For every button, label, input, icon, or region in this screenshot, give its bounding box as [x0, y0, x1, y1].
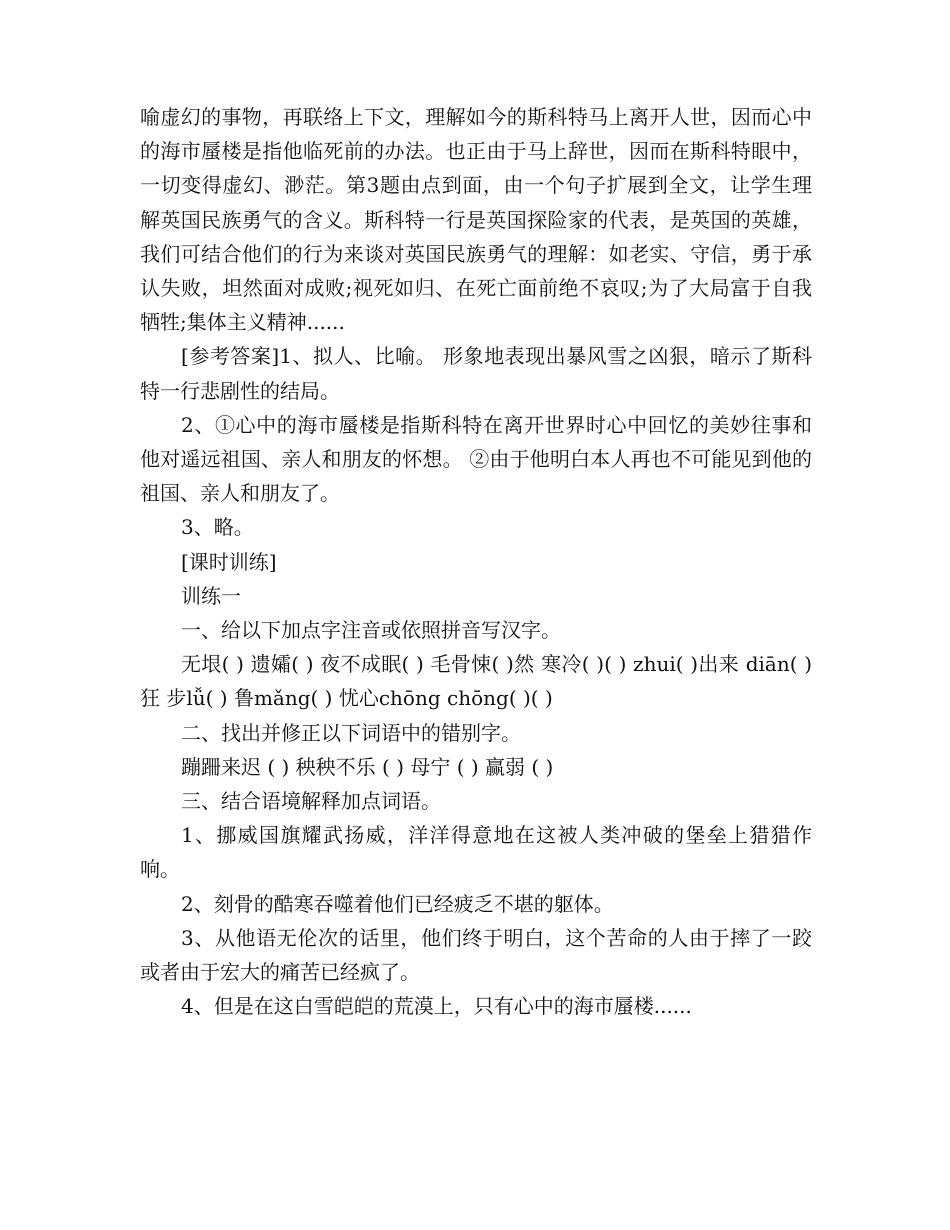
answer-2-paragraph: 2、①心中的海市蜃楼是指斯科特在离开世界时心中回忆的美妙往事和他对遥远祖国、亲人和朋友的怀想。 ②由于他明白本人再也不可能见到他的祖国、亲人和朋友了。 [140, 412, 812, 506]
question-3-item-4: 4、但是在这白雪皑皑的荒漠上，只有心中的海市蜃楼...... [181, 994, 692, 1019]
question-1-items: 无垠( ) 遗孀( ) 夜不成眠( ) 毛骨悚( )然 寒冷( )( ) zhui( )出来 diān( )狂 步lǚ( ) 鲁mǎng( ) 忧心chōng chōng( )( ) [140, 652, 812, 711]
body-paragraph: 喻虚幻的事物，再联络上下文，理解如今的斯科特马上离开人世，因而心中的海市蜃楼是指他临死前的办法。也正由于马上辞世，因而在斯科特眼中，一切变得虚幻、渺茫。第3题由点到面，由一个句子扩展到全文，让学生理解英国民族勇气的含义。斯科特一行是英国探险家的代表，是英国的英雄，我们可结合他们的行为来谈对英国民族勇气的理解：如老实、守信，勇于承认失败，坦然面对成败;视死如归、在死亡面前绝不哀叹;为了大局富于自我牺牲;集体主义精神...... [140, 105, 812, 335]
question-3-item-3: 3、从他语无伦次的话里，他们终于明白，这个苦命的人由于摔了一跤或者由于宏大的痛苦已经疯了。 [140, 925, 812, 985]
question-1-title: 一、给以下加点字注音或依照拼音写汉字。 [181, 618, 561, 643]
document-page [140, 100, 812, 1023]
question-3-item-2: 2、刻骨的酷寒吞噬着他们已经疲乏不堪的躯体。 [181, 891, 614, 916]
section-heading-lesson-training: [课时训练] [181, 549, 277, 574]
reference-answer-paragraph: [参考答案]1、拟人、比喻。 形象地表现出暴风雪之凶狠，暗示了斯科特一行悲剧性的结局。 [140, 344, 812, 403]
question-3-item-1: 1、挪威国旗耀武扬威，洋洋得意地在这被人类冲破的堡垒上猎猎作响。 [140, 823, 812, 882]
answer-3-paragraph: 3、略。 [181, 515, 254, 540]
section-heading-training-one: 训练一 [181, 583, 241, 608]
question-2-items: 蹦跚来迟 ( ) 秧秧不乐 ( ) 母宁 ( ) 赢弱 ( ) [181, 754, 554, 779]
question-2-title: 二、找出并修正以下词语中的错别字。 [181, 720, 521, 745]
question-3-title: 三、结合语境解释加点词语。 [181, 789, 441, 814]
